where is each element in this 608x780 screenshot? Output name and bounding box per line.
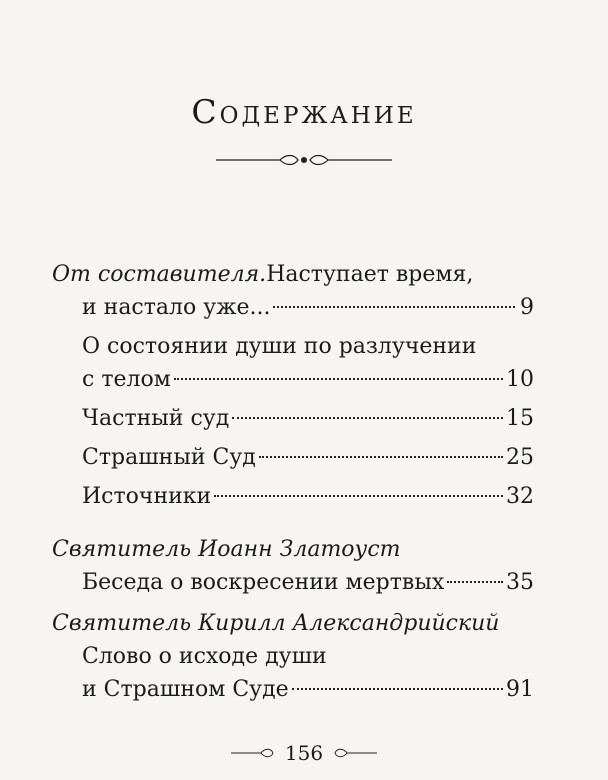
toc-title: Источники bbox=[82, 484, 212, 509]
toc-page-number: 10 bbox=[506, 367, 534, 392]
toc-title: и Страшном Суде bbox=[82, 677, 289, 702]
toc-title: Слово о исходе души bbox=[82, 644, 327, 669]
toc-author: От составителя. bbox=[52, 262, 267, 287]
page-number: 156 bbox=[284, 741, 324, 765]
toc-title: и настало уже... bbox=[82, 295, 271, 320]
toc-page-number: 9 bbox=[520, 295, 534, 320]
toc-entry-line1 bbox=[52, 640, 534, 673]
toc-entry bbox=[52, 441, 534, 474]
toc-entry bbox=[52, 480, 534, 513]
toc-entry-foreword-line1 bbox=[52, 258, 534, 291]
toc-page-number: 25 bbox=[506, 445, 534, 470]
toc-title: Частный суд bbox=[82, 406, 230, 431]
page-title: Содержание bbox=[191, 92, 417, 131]
toc-title: Наступает время, bbox=[266, 262, 474, 287]
toc-page-number: 15 bbox=[506, 406, 534, 431]
toc-author: Святитель Иоанн Златоуст bbox=[52, 537, 401, 562]
flourish-icon bbox=[231, 747, 275, 759]
toc-entry bbox=[52, 402, 534, 435]
toc-page-number: 91 bbox=[506, 677, 534, 702]
flourish-divider-icon bbox=[216, 152, 392, 168]
toc-title: Страшный Суд bbox=[82, 445, 256, 470]
toc-entry-line1 bbox=[52, 330, 534, 363]
toc-entry bbox=[52, 566, 534, 599]
toc-entry-line2 bbox=[52, 673, 534, 706]
toc-entry-line2 bbox=[52, 363, 534, 396]
page-footer bbox=[0, 738, 608, 768]
dot-leader bbox=[447, 581, 503, 583]
dot-leader bbox=[273, 306, 515, 308]
flourish-icon bbox=[333, 747, 377, 759]
dot-leader bbox=[232, 417, 503, 419]
toc-title: О состоянии души по разлучении bbox=[82, 334, 477, 359]
toc-title: Беседа о воскресении мертвых bbox=[82, 570, 445, 595]
toc-page-number: 35 bbox=[506, 570, 534, 595]
dot-leader bbox=[214, 495, 503, 497]
toc-title: с телом bbox=[82, 367, 171, 392]
toc-page-number: 32 bbox=[506, 484, 534, 509]
toc-author: Святитель Кирилл Александрийский bbox=[52, 611, 500, 636]
toc-entry-foreword-line2 bbox=[52, 291, 534, 324]
dot-leader bbox=[259, 456, 503, 458]
table-of-contents bbox=[52, 258, 534, 706]
dot-leader bbox=[174, 378, 503, 380]
dot-leader bbox=[292, 688, 503, 690]
toc-author-heading bbox=[52, 607, 534, 640]
toc-author-heading bbox=[52, 533, 534, 566]
